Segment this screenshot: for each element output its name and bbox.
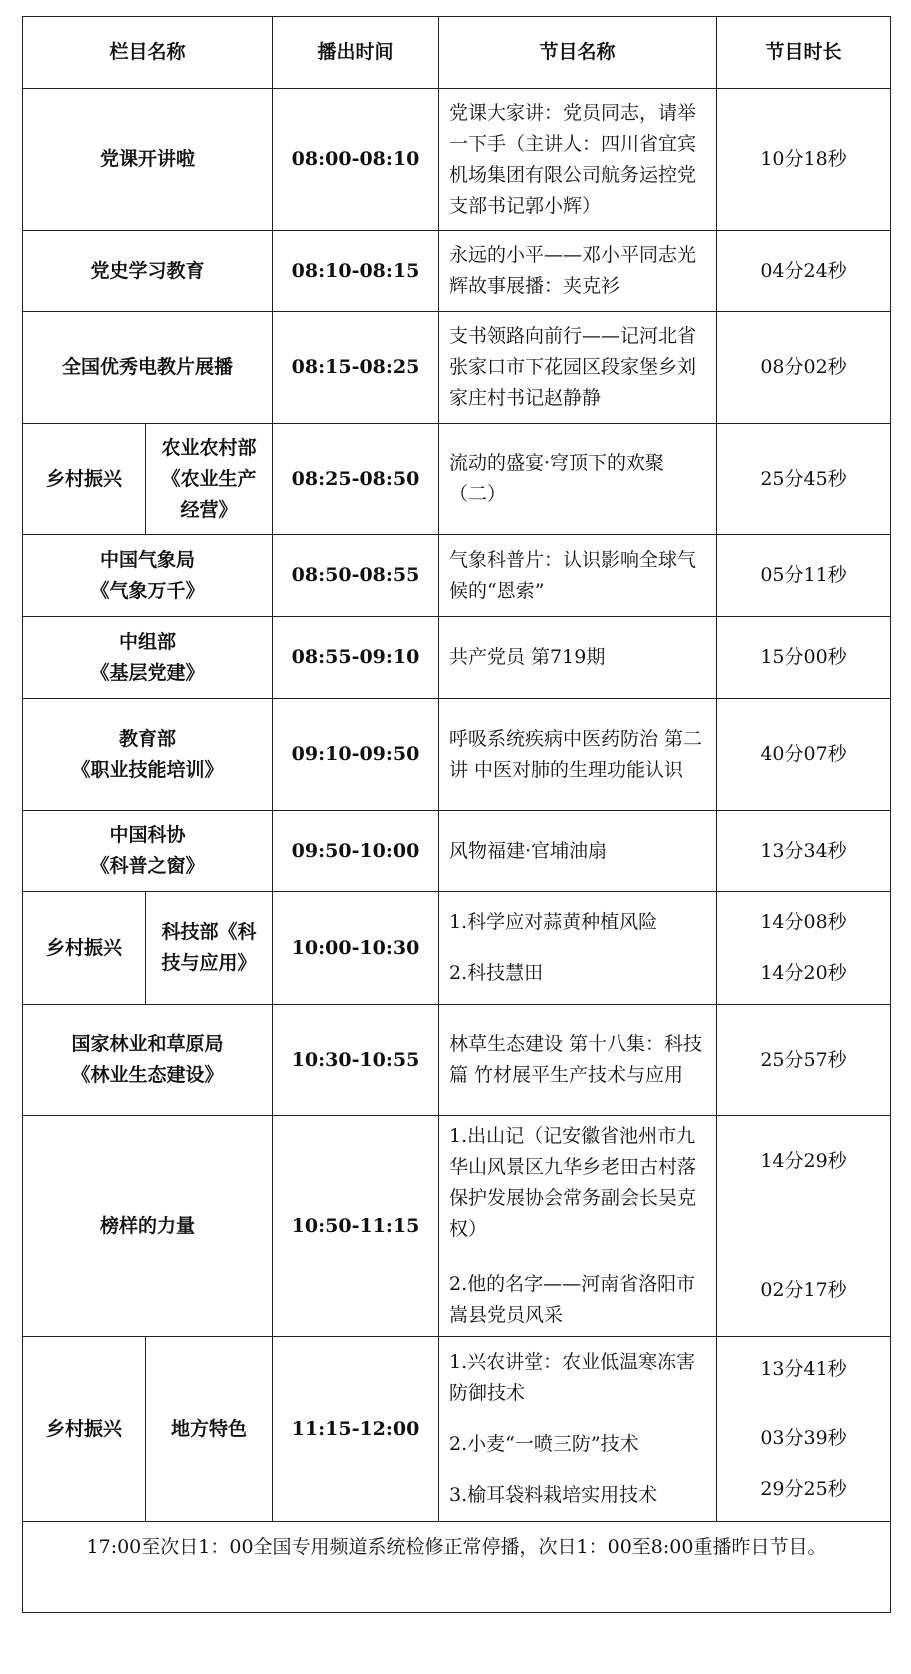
- column-name: 榜样的力量: [23, 1116, 273, 1337]
- duration-item: 29分25秒: [760, 1477, 847, 1500]
- program-item: 1.出山记（记安徽省池州市九华山风景区九华乡老田古村落保护发展协会常务副会长吴克权）: [449, 1125, 697, 1240]
- duration: 40分07秒: [717, 699, 891, 811]
- duration: 04分24秒: [717, 231, 891, 312]
- program-name: 风物福建·官埔油扇: [439, 811, 717, 892]
- duration-item: 14分20秒: [760, 962, 847, 984]
- footer-note: 17:00至次日1：00全国专用频道系统检修正常停播，次日1：00至8:00重播昨日节目。: [23, 1522, 891, 1613]
- column-name-line1: 中国气象局: [100, 548, 196, 571]
- program-name: 支书领路向前行——记河北省张家口市下花园区段家堡乡刘家庄村书记赵静静: [439, 312, 717, 424]
- duration: 25分45秒: [717, 424, 891, 535]
- air-time: 08:50-08:55: [273, 535, 439, 617]
- duration: 05分11秒: [717, 535, 891, 617]
- table-row: [23, 89, 891, 231]
- header-column-name: 栏目名称: [23, 17, 273, 89]
- header-program-name: 节目名称: [439, 17, 717, 89]
- column-name-line2: 《气象万千》: [90, 579, 205, 602]
- program-item: 1.兴农讲堂：农业低温寒冻害防御技术: [449, 1351, 696, 1404]
- program-name: 林草生态建设 第十八集：科技篇 竹材展平生产技术与应用: [439, 1005, 717, 1116]
- air-time: 09:10-09:50: [273, 699, 439, 811]
- air-time: 10:00-10:30: [273, 892, 439, 1005]
- column-name: [23, 811, 273, 892]
- table-row: [23, 1005, 891, 1116]
- column-name-line2: 《林业生态建设》: [71, 1064, 224, 1086]
- table-row: [23, 811, 891, 892]
- group-name: 乡村振兴: [23, 1337, 146, 1522]
- duration-item: 14分29秒: [760, 1150, 847, 1172]
- program-list: [439, 892, 717, 1005]
- program-list: [439, 1116, 717, 1337]
- air-time: 08:55-09:10: [273, 617, 439, 699]
- air-time: 08:25-08:50: [273, 424, 439, 535]
- air-time: 10:30-10:55: [273, 1005, 439, 1116]
- table-row: [23, 312, 891, 424]
- note-row: [23, 1522, 891, 1613]
- table-row: [23, 892, 891, 1005]
- header-duration: 节目时长: [717, 17, 891, 89]
- program-item: 1.科学应对蒜黄种植风险: [449, 911, 658, 933]
- program-list: [439, 1337, 717, 1522]
- table-row: [23, 617, 891, 699]
- column-name: 地方特色: [146, 1337, 273, 1522]
- duration-item: 02分17秒: [760, 1279, 847, 1301]
- program-name: 共产党员 第719期: [439, 617, 717, 699]
- duration: 15分00秒: [717, 617, 891, 699]
- duration-list: [717, 1337, 891, 1522]
- program-name: 气象科普片：认识影响全球气候的“恩索”: [439, 535, 717, 617]
- header-row: [23, 17, 891, 89]
- duration: 25分57秒: [717, 1005, 891, 1116]
- column-name: 全国优秀电教片展播: [23, 312, 273, 424]
- duration-item: 14分08秒: [760, 911, 847, 933]
- column-name-line1: 国家林业和草原局: [71, 1033, 224, 1055]
- program-name: 呼吸系统疾病中医药防治 第二讲 中医对肺的生理功能认识: [439, 699, 717, 811]
- column-name: [23, 617, 273, 699]
- table-row: [23, 1337, 891, 1522]
- program-item: 2.科技慧田: [449, 962, 544, 984]
- program-item: 3.榆耳袋料栽培实用技术: [449, 1484, 658, 1506]
- column-name: [23, 699, 273, 811]
- air-time: 08:10-08:15: [273, 231, 439, 312]
- program-item: 2.小麦“一喷三防”技术: [449, 1433, 639, 1455]
- duration: 13分34秒: [717, 811, 891, 892]
- duration-item: 13分41秒: [760, 1357, 847, 1380]
- group-name: 乡村振兴: [23, 892, 146, 1005]
- column-name-line1: 教育部: [119, 727, 177, 750]
- table-row: [23, 699, 891, 811]
- column-name: [23, 1005, 273, 1116]
- duration-list: [717, 1116, 891, 1337]
- column-name-line1: 中国科协: [109, 824, 186, 846]
- table-row: [23, 1116, 891, 1337]
- program-item: 2.他的名字——河南省洛阳市嵩县党员风采: [449, 1273, 696, 1326]
- program-name: 流动的盛宴·穹顶下的欢聚（二）: [439, 424, 717, 535]
- air-time: 11:15-12:00: [273, 1337, 439, 1522]
- air-time: 10:50-11:15: [273, 1116, 439, 1337]
- column-name-line1: 中组部: [119, 630, 177, 653]
- air-time: 08:15-08:25: [273, 312, 439, 424]
- table-row: [23, 535, 891, 617]
- air-time: 08:00-08:10: [273, 89, 439, 231]
- duration-list: [717, 892, 891, 1005]
- header-air-time: 播出时间: [273, 17, 439, 89]
- program-name: 党课大家讲：党员同志，请举一下手（主讲人：四川省宜宾机场集团有限公司航务运控党支部书记郭小辉）: [439, 89, 717, 231]
- column-name-line2: 《职业技能培训》: [71, 758, 224, 781]
- column-name: 科技部《科技与应用》: [146, 892, 273, 1005]
- duration: 10分18秒: [717, 89, 891, 231]
- air-time: 09:50-10:00: [273, 811, 439, 892]
- table-row: [23, 231, 891, 312]
- duration: 08分02秒: [717, 312, 891, 424]
- program-name: 永远的小平——邓小平同志光辉故事展播：夹克衫: [439, 231, 717, 312]
- duration-item: 03分39秒: [760, 1426, 847, 1449]
- group-name: 乡村振兴: [23, 424, 146, 535]
- column-name: 党课开讲啦: [23, 89, 273, 231]
- column-name-line2: 《科普之窗》: [90, 855, 205, 877]
- column-name-line2: 《基层党建》: [90, 661, 205, 684]
- column-name: 党史学习教育: [23, 231, 273, 312]
- column-name: [23, 535, 273, 617]
- table-row: [23, 424, 891, 535]
- column-name: 农业农村部《农业生产经营》: [146, 424, 273, 535]
- schedule-table: [22, 16, 891, 1613]
